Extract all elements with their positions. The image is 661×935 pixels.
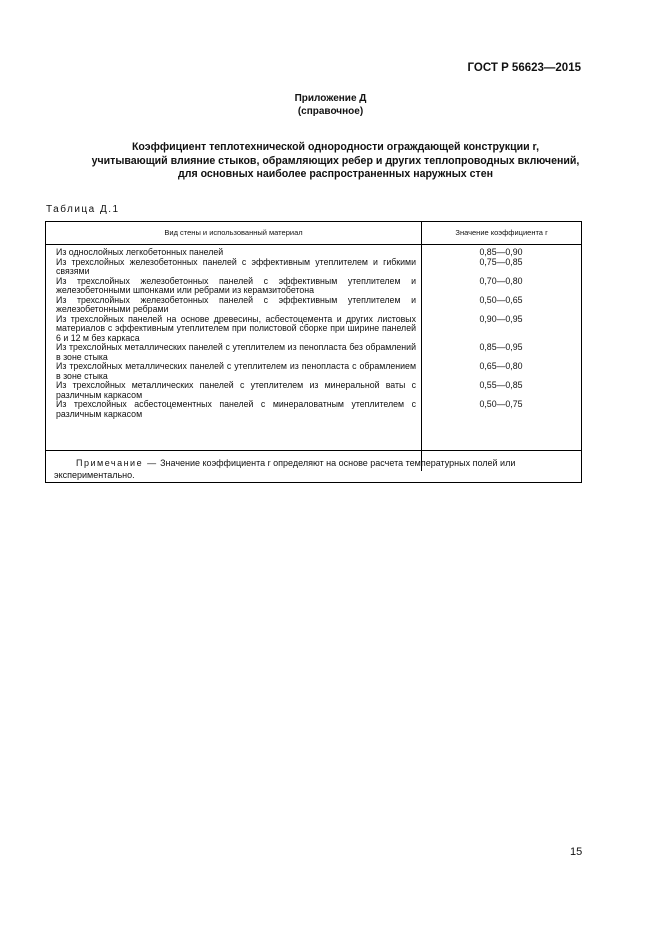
material-cell: Из трехслойных металлических панелей с утеплителем из пенопласта с обрамлением в зоне стыка (56, 361, 416, 381)
material-cell: Из трехслойных металлических панелей с утеплителем из минеральной ваты с различным каркасом (56, 380, 416, 400)
table-row (46, 400, 581, 419)
value-cell: 0,85—0,95 (479, 342, 523, 352)
table-row (46, 277, 581, 296)
note-label: Примечание — (76, 458, 158, 468)
note-text: Значение коэффициента r определяют на основе расчета температурных полей или экспериментально. (54, 458, 516, 480)
title-line: для основных наиболее распространенных наружных стен (177, 168, 493, 180)
material-cell: Из трехслойных металлических панелей с утеплителем из пенопласта без обрамлений в зоне стыка (56, 342, 416, 362)
standard-designation: ГОСТ Р 56623—2015 (467, 62, 581, 74)
table-body (46, 248, 581, 419)
value-cell: 0,50—0,75 (479, 399, 523, 409)
table-row (46, 296, 581, 315)
column-header-material: Вид стены и использованный материал (164, 228, 303, 237)
table-note (46, 450, 581, 481)
material-cell: Из трехслойных железобетонных панелей с эффективным утеплителем и гибкими связями (56, 256, 416, 276)
value-cell: 0,55—0,85 (479, 380, 523, 390)
material-cell: Из трехслойных железобетонных панелей с эффективным утеплителем и железобетонными шпонками или ребрами из керамзитобетона (56, 275, 416, 295)
table-caption: Таблица Д.1 (46, 204, 120, 215)
value-cell: 0,70—0,80 (479, 275, 523, 286)
table-row (46, 381, 581, 400)
column-header-value: Значение коэффициента r (421, 222, 581, 244)
material-cell: Из трехслойных асбестоцементных панелей с минераловатным утеплителем с различным каркасом (56, 399, 416, 419)
document-title (60, 141, 611, 182)
page-number: 15 (570, 846, 583, 858)
table-row (46, 315, 581, 344)
material-cell: Из трехслойных железобетонных панелей с эффективным утеплителем и железобетонными ребрами (56, 294, 416, 314)
value-cell: 0,50—0,65 (479, 294, 523, 305)
coefficient-table (45, 221, 582, 483)
value-cell: 0,75—0,85 (479, 256, 523, 267)
value-cell: 0,65—0,80 (479, 361, 523, 371)
appendix-type: (справочное) (297, 106, 364, 117)
table-row (46, 258, 581, 277)
title-line: Коэффициент теплотехнической однородности ограждающей конструкции r, (131, 141, 540, 153)
table-row (46, 362, 581, 381)
material-cell: Из однослойных легкобетонных панелей (56, 247, 224, 257)
material-cell: Из трехслойных панелей на основе древесины, асбестоцемента и других листовых материалов с эффективным утеплителем при полистовой сборке при ширине панелей 6 и 12 м без каркаса (56, 313, 416, 343)
table-row (46, 343, 581, 362)
title-line: учитывающий влияние стыков, обрамляющих ребер и других теплопроводных включений, (91, 154, 580, 167)
value-cell: 0,90—0,95 (479, 313, 523, 324)
value-cell: 0,85—0,90 (479, 247, 523, 257)
appendix-heading (0, 92, 661, 118)
appendix-title: Приложение Д (294, 93, 367, 104)
table-header (46, 222, 581, 245)
